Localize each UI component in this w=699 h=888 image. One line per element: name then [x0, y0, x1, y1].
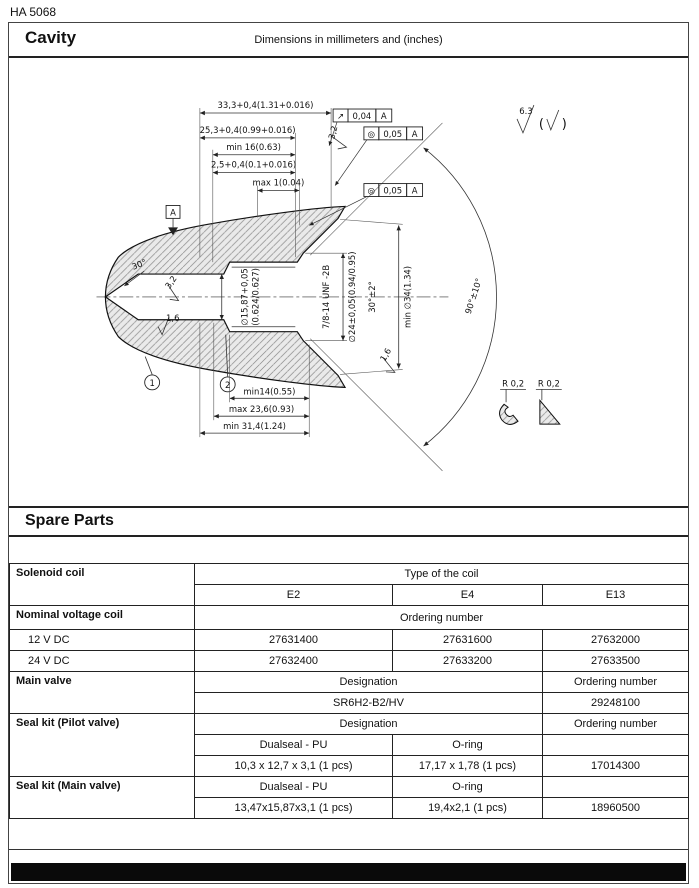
cell-voltage-12v: 12 V DC [10, 630, 195, 651]
dim-label: 33,3+0,4(1.31+0.016) [217, 100, 314, 111]
table-row [10, 777, 689, 798]
roughness-value: 3,2 [326, 124, 340, 141]
radius-label: R 0,2 [537, 378, 560, 389]
doc-number: HA 5068 [10, 5, 57, 19]
spare-parts-table-wrap [9, 563, 688, 819]
fcf-tolerance: 0,05 [383, 128, 403, 139]
balloon-number: 2 [225, 379, 231, 390]
page-frame [8, 22, 689, 884]
runout-icon: ↗ [337, 110, 345, 121]
dim-label: min 16(0.63) [226, 141, 281, 152]
paren: ) [561, 116, 567, 132]
cell-seal-type: Dualseal - PU [195, 777, 393, 798]
dim-label: 25,3+0,4(0.99+0.016) [199, 124, 296, 135]
angle-label: 30° [130, 256, 148, 272]
cell-seal-type: O-ring [393, 777, 543, 798]
dia-label: min ∅34(1.34) [402, 265, 413, 328]
cell-order-number: 27632000 [543, 630, 689, 651]
table-row [10, 606, 689, 630]
radius-label: R 0,2 [502, 378, 525, 389]
spare-parts-table [9, 563, 689, 819]
footer-divider [9, 849, 688, 850]
datum-label: A [170, 207, 176, 218]
cell-ordering-header: Ordering number [195, 606, 689, 630]
cell-voltage-label: Nominal voltage coil [10, 606, 195, 630]
cell-seal-size: 10,3 x 12,7 x 3,1 (1 pcs) [195, 756, 393, 777]
cell-seal-size: 19,4x2,1 (1 pcs) [393, 798, 543, 819]
angle-label: 30°±2° [366, 281, 377, 313]
cell-designation-header: Designation [195, 672, 543, 693]
dia-label: (0.624/0.627) [250, 268, 261, 326]
roughness-value: 1,6 [166, 312, 180, 323]
cell-solenoid-label: Solenoid coil [10, 564, 195, 606]
empty-cell [543, 735, 689, 756]
cell-order-number: 27631400 [195, 630, 393, 651]
cell-seal-size: 13,47x15,87x3,1 (1 pcs) [195, 798, 393, 819]
cell-ordering-header: Ordering number [543, 672, 689, 693]
cell-designation-header: Designation [195, 714, 543, 735]
balloon-number: 1 [149, 377, 155, 388]
dimensions-top [200, 100, 331, 191]
cell-coil-type-header: Type of the coil [195, 564, 689, 585]
dim-label: 2,5+0,4(0.1+0.016) [210, 159, 297, 170]
dim-label: min 31,4(1.24) [223, 421, 286, 432]
cell-seal-kit-main-label: Seal kit (Main valve) [10, 777, 195, 819]
dim-label: max 1(0.04) [252, 177, 305, 188]
fcf-datum: A [411, 185, 418, 196]
concentricity-icon: ◎ [367, 128, 376, 139]
cell-seal-type: O-ring [393, 735, 543, 756]
cell-order-number: 29248100 [543, 693, 689, 714]
thread-label: 7/8-14 UNF -2B [321, 264, 332, 330]
angle-opening-label: 90°±10° [462, 276, 484, 316]
spare-parts-title: Spare Parts [25, 512, 114, 529]
table-row [10, 630, 689, 651]
cell-order-number: 27632400 [195, 651, 393, 672]
cavity-subtitle: Dimensions in millimeters and (inches) [254, 34, 443, 46]
cell-order-number: 18960500 [543, 798, 689, 819]
table-row [10, 564, 689, 585]
cell-coil-e13: E13 [543, 585, 689, 606]
cavity-drawing [9, 58, 688, 506]
cell-order-number: 27633500 [543, 651, 689, 672]
cavity-section-header [9, 23, 688, 58]
roughness-value: 1,6 [377, 346, 394, 363]
radius-detail-1 [500, 378, 526, 424]
cell-order-number: 27631600 [393, 630, 543, 651]
fcf-tolerance: 0,04 [352, 110, 372, 121]
cavity-title: Cavity [25, 28, 77, 47]
cell-order-number: 17014300 [543, 756, 689, 777]
concentricity-icon: ◎ [367, 185, 376, 196]
cell-seal-type: Dualseal - PU [195, 735, 393, 756]
cell-order-number: 27633200 [393, 651, 543, 672]
roughness-mark [158, 274, 188, 304]
radius-detail-2 [536, 378, 562, 424]
surface-finish-value: 6.3 [519, 105, 533, 116]
dim-label: max 23,6(0.93) [228, 404, 295, 415]
cell-main-valve-label: Main valve [10, 672, 195, 714]
table-row [10, 714, 689, 735]
fcf-tolerance: 0,05 [383, 185, 403, 196]
cell-ordering-header: Ordering number [543, 714, 689, 735]
roughness-value: 3,2 [162, 273, 179, 291]
fcf-datum: A [380, 110, 387, 121]
dia-label: ∅15,87+0,05 [239, 268, 250, 326]
cell-main-valve-designation: SR6H2-B2/HV [195, 693, 543, 714]
spare-parts-header [9, 506, 688, 537]
roughness-mark [324, 125, 351, 151]
surface-finish-note [517, 105, 567, 133]
balloon-1 [145, 357, 160, 390]
table-row [10, 651, 689, 672]
paren: ( [538, 116, 544, 132]
cell-coil-e2: E2 [195, 585, 393, 606]
fcf-datum: A [411, 128, 418, 139]
empty-cell [543, 777, 689, 798]
cell-seal-kit-pilot-label: Seal kit (Pilot valve) [10, 714, 195, 777]
roughness-icon [547, 110, 559, 130]
footer-bar [11, 863, 686, 881]
cell-seal-size: 17,17 x 1,78 (1 pcs) [393, 756, 543, 777]
dim-label: min14(0.55) [243, 386, 296, 397]
table-row [10, 672, 689, 693]
cell-coil-e4: E4 [393, 585, 543, 606]
cell-voltage-24v: 24 V DC [10, 651, 195, 672]
dia-label: ∅24±0,05(0.94/0.95) [346, 251, 357, 343]
cavity-drawing-area [9, 58, 688, 506]
